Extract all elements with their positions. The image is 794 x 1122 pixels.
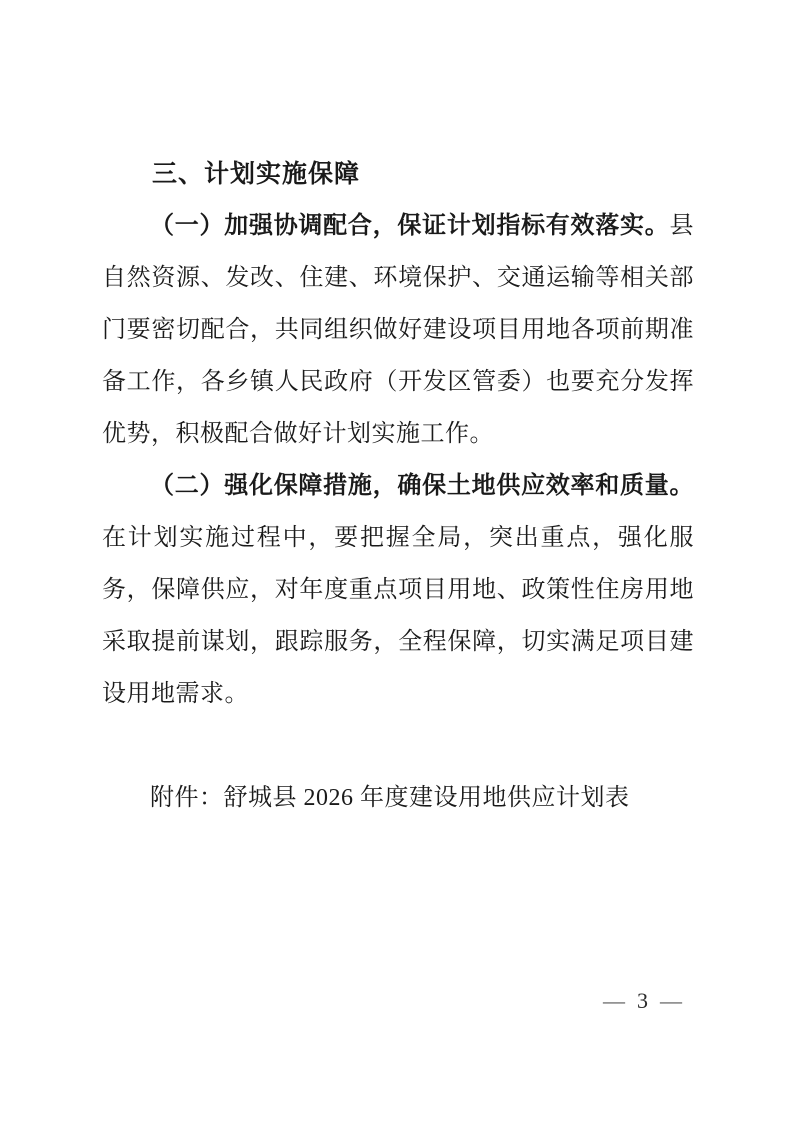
paragraph bbox=[102, 200, 694, 460]
document-content bbox=[102, 148, 694, 824]
footer-left-dash: — bbox=[603, 988, 627, 1013]
paragraph-lead: （二）强化保障措施，确保土地供应效率和质量。 bbox=[150, 473, 694, 499]
paragraph-lead: （一）加强协调配合，保证计划指标有效落实。 bbox=[150, 213, 670, 239]
footer-right-dash: — bbox=[660, 988, 684, 1013]
paragraph bbox=[102, 460, 694, 720]
page-footer bbox=[603, 988, 684, 1014]
paragraph-body: 县自然资源、发改、住建、环境保护、交通运输等相关部门要密切配合，共同组织做好建设项目用地各项前期准备工作，各乡镇人民政府（开发区管委）也要充分发挥优势，积极配合做好计划实施工作。 bbox=[102, 213, 694, 447]
page-number: 3 bbox=[637, 988, 650, 1013]
paragraph-body: 在计划实施过程中，要把握全局，突出重点，强化服务，保障供应，对年度重点项目用地、政策性住房用地采取提前谋划，跟踪服务，全程保障，切实满足项目建设用地需求。 bbox=[102, 525, 694, 707]
attachment-title: 舒城县 2026 年度建设用地供应计划表 bbox=[223, 785, 630, 811]
section-heading: 三、计划实施保障 bbox=[152, 160, 361, 188]
attachment-label: 附件： bbox=[150, 785, 224, 811]
attachment-line bbox=[102, 772, 694, 824]
